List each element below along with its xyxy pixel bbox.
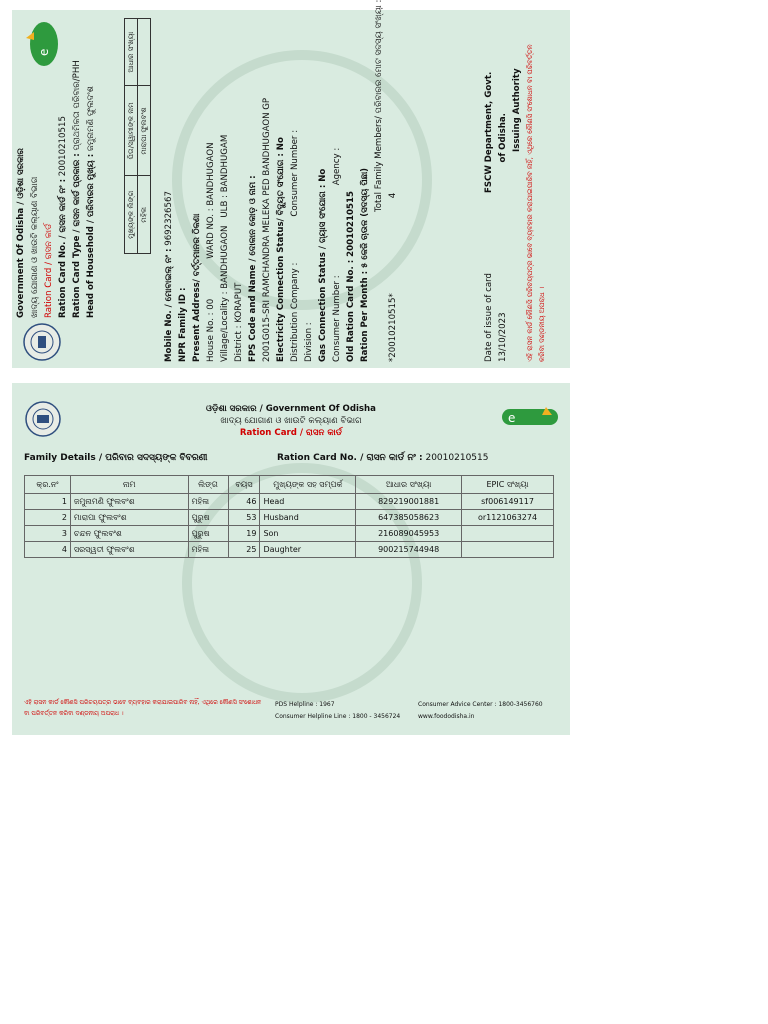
e-ration-logo-icon (20, 20, 60, 68)
address-label: Present Address/ ବର୍ତ୍ତମାନର ଠିକଣା (192, 213, 202, 362)
rc-no-label: Ration Card No. / ରାସନ କାର୍ଡ ନଂ : (58, 178, 68, 318)
hoh-label: Head of Household / ପରିବାରର ମୁଖ୍ୟ : (86, 153, 96, 318)
back-footer-note: ଏହି ରାସନ କାର୍ଡ କୌଣସି ପରିଚୟପତ୍ର ଭାବେ ବ୍ୟବହାର କରାଯାଇପାରିବ ନାହିଁ, ଏଥିରେ କୌଣସି ସଂଶୋଧନ ବା ପରିବର୍ତ୍ତନ କରିବା ଦଣ୍ଡନୀୟ ଅପରାଧ । (24, 699, 262, 717)
consumer-helpline: Consumer Helpline Line : 1800 - 3456724 (275, 713, 401, 720)
card-type-value: ପ୍ରାଥମିକତା ପରିବାର/PHH (72, 60, 82, 151)
card-type-label: Ration Card Type / ରାସନ କାର୍ଡ ପ୍ରକାର : (72, 153, 82, 318)
member-sl: 2 (25, 510, 71, 526)
barcode-text: *20010210515* (388, 293, 398, 362)
column-header: ମୁଖ୍ୟଙ୍କ ସହ ସମ୍ପର୍କ (260, 476, 356, 494)
dept-name: ଖାଦ୍ୟ ଯୋଗାଣ ଓ ଖାଉଟି କଲ୍ୟାଣ ବିଭାଗ (30, 176, 40, 318)
date-issue: 13/10/2023 (498, 312, 508, 362)
member-age: 46 (228, 494, 260, 510)
ward-no: WARD NO. : BANDHUGAON (206, 142, 216, 259)
member-epic: or1121063274 (462, 510, 554, 526)
district: District : KORAPUT (234, 282, 244, 362)
member-relation: Husband (260, 510, 356, 526)
column-header: ଆଧାର ସଂଖ୍ୟା (356, 476, 462, 494)
column-header: ନାମ (70, 476, 188, 494)
date-issue-label: Date of issue of card (484, 273, 494, 362)
column-header: ଲିଙ୍ଗ (188, 476, 228, 494)
fps-label: FPS Code and Name / ଦୋକାନ କୋଡ଼ ଓ ନାମ : (248, 175, 258, 362)
hoh-name: ଜମୁନାମଣି ଫୁଲଦଂଶ (86, 85, 96, 152)
mobile-label: Mobile No. / ମୋବାଇଲ୍ ନଂ : (164, 248, 174, 362)
pds-helpline: PDS Helpline : 1967 (275, 701, 335, 708)
table-row (25, 526, 554, 542)
distribution-company: Distribution Company : (290, 262, 300, 362)
npr-label: NPR Family ID : (178, 287, 188, 362)
consumer-number-2: Consumer Number : (332, 275, 342, 362)
front-header: Government Of Odisha / ଓଡ଼ିଶା ସରକାର ଖାଦ୍ୟ ଯୋଗାଣ ଓ ଖାଉଟି କଲ୍ୟାଣ ବିଭାଗ Ration Card / ରାସନ କାର୍ଡ Ration Card No. / ରାସନ କାର୍ଡ ନଂ : 20010210515 Ration Card Type / ରାସନ କାର୍ଡ ପ୍ରକାର : ପ୍ରାଥମିକତା ପରିବାର/PHH Head of Household / ପରିବାରର ମୁଖ୍ୟ : ଜମୁନାମଣି ଫୁଲଦଂଶ (16, 60, 96, 318)
fps-value: 2001G015-SRI RAMCHANDRA MELEKA PED BANDHUGAON GP (262, 97, 272, 362)
e-ration-logo-icon (502, 407, 558, 427)
member-gender: ମହିଳା (188, 542, 228, 558)
family-details-title: Family Details / ପରିବାର ସଦସ୍ୟଙ୍କ ବିବରଣୀ (24, 453, 208, 463)
total-members: 4 (388, 192, 398, 199)
advice-block (418, 699, 543, 723)
member-age: 19 (228, 526, 260, 542)
agency: Agency : (332, 147, 342, 186)
gov-title-en: Government Of Odisha (16, 207, 26, 318)
ulb: ULB : BANDHUGAM (220, 134, 230, 218)
member-relation: Son (260, 526, 356, 542)
front-footer-note: ଏହି ରାସନ କାର୍ଡ କୌଣସି ପରିଚୟପତ୍ର ଭାବେ ବ୍ୟବହାର କରାଯାଇପାରିବ ନାହିଁ, ଏଥିରେ କୌଣସି ସଂଶୋଧନ ବା ପରିବର୍ତ୍ତନ କରିବା ଦଣ୍ଡନୀୟ ଅପରାଧ । (526, 44, 546, 362)
rc-no-value: 20010210515 (58, 116, 68, 177)
card-title-en: Ration Card (44, 267, 54, 318)
member-age: 53 (228, 510, 260, 526)
member-gender: ମହିଳା (188, 494, 228, 510)
helpline-block (275, 699, 400, 723)
member-aadhaar: 900215744948 (356, 542, 462, 558)
column-header: କ୍ର.ନଂ (25, 476, 71, 494)
back-header (12, 403, 570, 439)
back-gov-line: ଓଡ଼ିଶା ସରକାର / Government Of Odisha (206, 404, 376, 414)
hoh-table (124, 18, 151, 254)
front-rotated-content (12, 0, 570, 368)
back-rc-no-label: Ration Card No. / ରାସନ କାର୍ଡ ନଂ : (277, 453, 423, 463)
odisha-emblem-icon (22, 322, 62, 362)
village: Village/Locality : BANDHUGAON (220, 225, 230, 362)
gov-title-or: ଓଡ଼ିଶା ସରକାର (16, 148, 26, 199)
old-rc-no: Old Ration Card No. : 20010210515 (346, 191, 356, 362)
back-card-line: Ration Card / ରାସନ କାର୍ଡ (239, 428, 343, 438)
table-row (25, 542, 554, 558)
back-rc-no: 20010210515 (425, 453, 489, 463)
back-dept-line: ଖାଦ୍ୟ ଯୋଗାଣ ଓ ଖାଉଟି କଲ୍ୟାଣ ବିଭାଗ (220, 416, 362, 426)
column-header: ବୟସ (228, 476, 260, 494)
ration-card-front (12, 0, 570, 368)
member-epic (462, 542, 554, 558)
member-epic: sf006149117 (462, 494, 554, 510)
authority-line-2: of Odisha. (498, 113, 508, 163)
member-name: ସରସ୍ୱତୀ ଫୁଲବଂଶ (70, 542, 188, 558)
family-members-table (24, 475, 554, 558)
hoh-table-cell (138, 19, 151, 86)
hoh-table-header: ମୁଖ୍ୟଙ୍କ ଲିଙ୍ଗ (125, 176, 138, 254)
total-members-label: Total Family Members/ ପରିବାରର ମୋଟ ସଦସ୍ୟ ସଂଖ୍ୟା : (374, 0, 384, 212)
hoh-table-header: ପିତା/ସ୍ୱାମୀଙ୍କ ନାମ (125, 86, 138, 176)
member-relation: Daughter (260, 542, 356, 558)
website-link[interactable]: www.foododisha.in (418, 713, 475, 720)
hoh-table-header: ଆଧାର ସଂଖ୍ୟା (125, 19, 138, 86)
member-epic (462, 526, 554, 542)
svg-text:e: e (508, 411, 516, 425)
member-sl: 1 (25, 494, 71, 510)
gas-status: Gas Connection Status / ଗ୍ୟାସ ସଂଯୋଗ : No (318, 168, 328, 362)
front-details (162, 0, 400, 362)
consumer-advice: Consumer Advice Center : 1800-3456760 (418, 701, 543, 708)
mobile-value: 9692326567 (164, 191, 174, 246)
member-sl: 4 (25, 542, 71, 558)
member-name: ଚନ୍ଦନ ଫୁଲବଂଶ (70, 526, 188, 542)
member-name: ମାରାପା ଫୁଲବଂଶ (70, 510, 188, 526)
table-row (25, 510, 554, 526)
member-gender: ପୁରୁଷ (188, 526, 228, 542)
ration-card-back (12, 383, 570, 735)
consumer-number-1: Consumer Number : (290, 129, 300, 217)
svg-text:e: e (37, 48, 51, 56)
authority-line-3: Issuing Authority (512, 68, 522, 152)
division: Division : (304, 322, 314, 362)
member-gender: ପୁରୁଷ (188, 510, 228, 526)
hoh-table-cell: ମାରାପା ଫୁଲବଂଶ (138, 86, 151, 176)
member-name: ଜମୁନାମଣି ଫୁଲବଂଶ (70, 494, 188, 510)
member-relation: Head (260, 494, 356, 510)
hoh-table-cell: ମହିଳା (138, 176, 151, 254)
card-title-or: ରାସନ କାର୍ଡ (44, 223, 54, 260)
table-row (25, 494, 554, 510)
member-aadhaar: 216089045953 (356, 526, 462, 542)
house-no: House No. : 00 (206, 298, 216, 362)
member-age: 25 (228, 542, 260, 558)
electricity-status: Electricity Connection Status/ ବିଦ୍ୟୁତ ସଂଯୋଗ : No (276, 137, 286, 362)
ration-per-month: Ration Per Month : ୫ କେଜି ଚାଉଳ (ସଦସ୍ୟ ପିଛା) (360, 167, 370, 362)
front-footer (482, 12, 548, 362)
column-header: EPIC ସଂଖ୍ୟା (462, 476, 554, 494)
member-sl: 3 (25, 526, 71, 542)
member-aadhaar: 829219001881 (356, 494, 462, 510)
member-aadhaar: 647385058623 (356, 510, 462, 526)
authority-line-1: FSCW Department, Govt. (484, 71, 494, 194)
